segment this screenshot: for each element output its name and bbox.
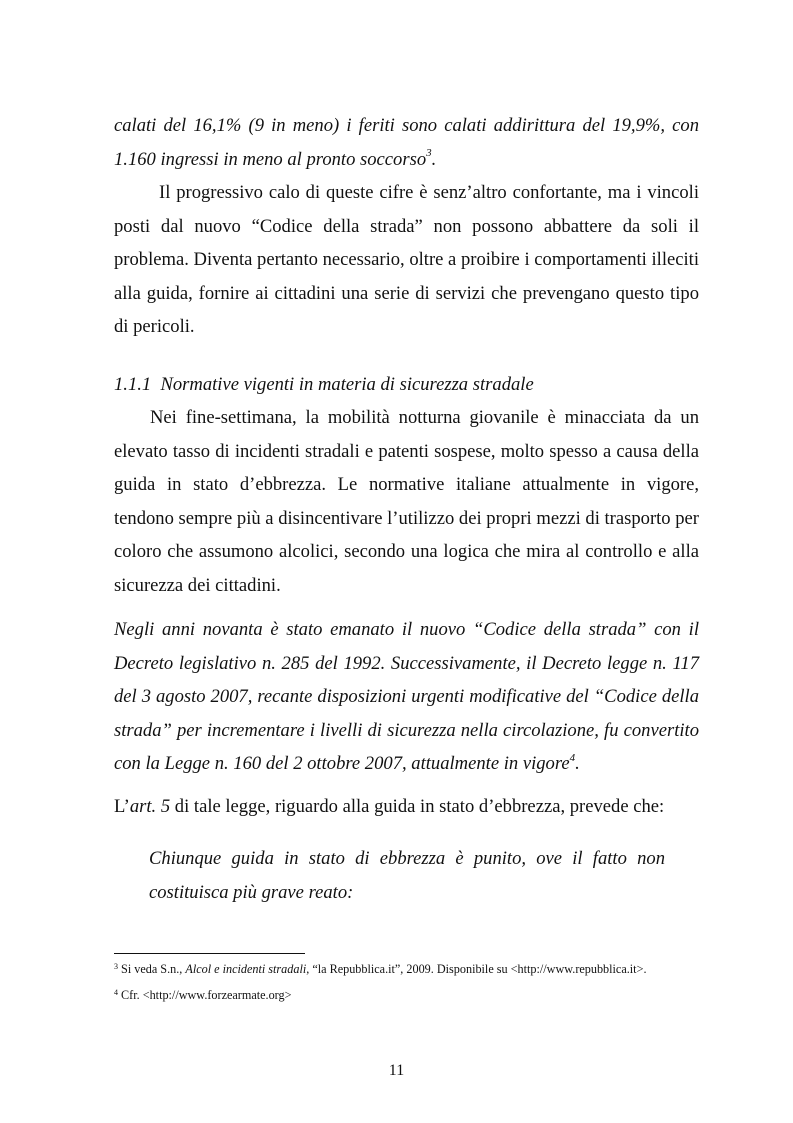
footnote-3-title: Alcol e incidenti stradali: [185, 962, 307, 976]
paragraph-1-end: .: [431, 148, 437, 170]
section-title: Normative vigenti in materia di sicurezza stradale: [160, 374, 534, 395]
footnote-3-before: Si veda S.n.,: [118, 962, 186, 976]
paragraph-2: Il progressivo calo di queste cifre è senz’altro confortante, ma i vincoli posti dal nuovo “Codice della strada” non possono abbattere da soli il problema. Diventa pertanto necessario, oltre a proibire i comportamenti illeciti alla guida, fornire ai cittadini una serie di servizi che prevengano questo tipo di pericoli.: [114, 182, 699, 338]
page-number: 11: [388, 1062, 405, 1079]
footnote-ref-4: 4: [569, 752, 576, 765]
paragraph-1: [114, 109, 699, 176]
paragraph-5-prefix: L’: [114, 796, 130, 817]
footnote-3: [114, 961, 704, 979]
article-reference: art. 5: [129, 796, 171, 817]
footnote-4-text: Cfr. <http://www.forzearmate.org>: [118, 988, 292, 1002]
paragraph-5-rest: di tale legge, riguardo alla guida in stato d’ebbrezza, prevede che:: [170, 796, 665, 817]
footnote-ref-3: 3: [426, 147, 432, 160]
footnote-3-after: , “la Repubblica.it”, 2009. Disponibile su <http://www.repubblica.it>.: [306, 962, 647, 976]
block-quote: Chiunque guida in stato di ebbrezza è punito, ove il fatto non costituisca più grave reato:: [149, 848, 665, 903]
footnote-4-mark: 4: [114, 988, 118, 997]
paragraph-4-end: .: [575, 753, 580, 775]
paragraph-1-text: calati del 16,1% (9 in meno) i feriti sono calati addirittura del 19,9%, con 1.160 ingressi in meno al pronto soccorso: [114, 115, 699, 170]
footnote-3-mark: 3: [114, 962, 118, 971]
footnote-divider: [114, 953, 305, 954]
paragraph-4: [114, 613, 699, 781]
footnote-4: [114, 987, 704, 1005]
paragraph-4-text: Negli anni novanta è stato emanato il nuovo “Codice della strada” con il Decreto legislativo n. 285 del 1992. Successivamente, il Decreto legge n. 117 del 3 agosto 2007, recante disposizioni urgenti modificative del “Codice della strada” per incrementare i livelli di sicurezza nella circolazione, fu convertito con la Legge n. 160 del 2 ottobre 2007, attualmente in vigore: [114, 619, 699, 775]
section-number: 1.1.1: [114, 374, 152, 395]
paragraph-3: Nei fine-settimana, la mobilità notturna giovanile è minacciata da un elevato tasso di incidenti stradali e patenti sospese, molto spesso a causa della guida in stato d’ebbrezza. Le normative italiane attualmente in vigore, tendono sempre più a disincentivare l’utilizzo dei propri mezzi di trasporto per coloro che assumono alcolici, secondo una logica che mira al controllo e alla sicurezza dei cittadini.: [114, 407, 699, 596]
section-heading: [114, 368, 699, 402]
paragraph-5: [114, 790, 699, 824]
